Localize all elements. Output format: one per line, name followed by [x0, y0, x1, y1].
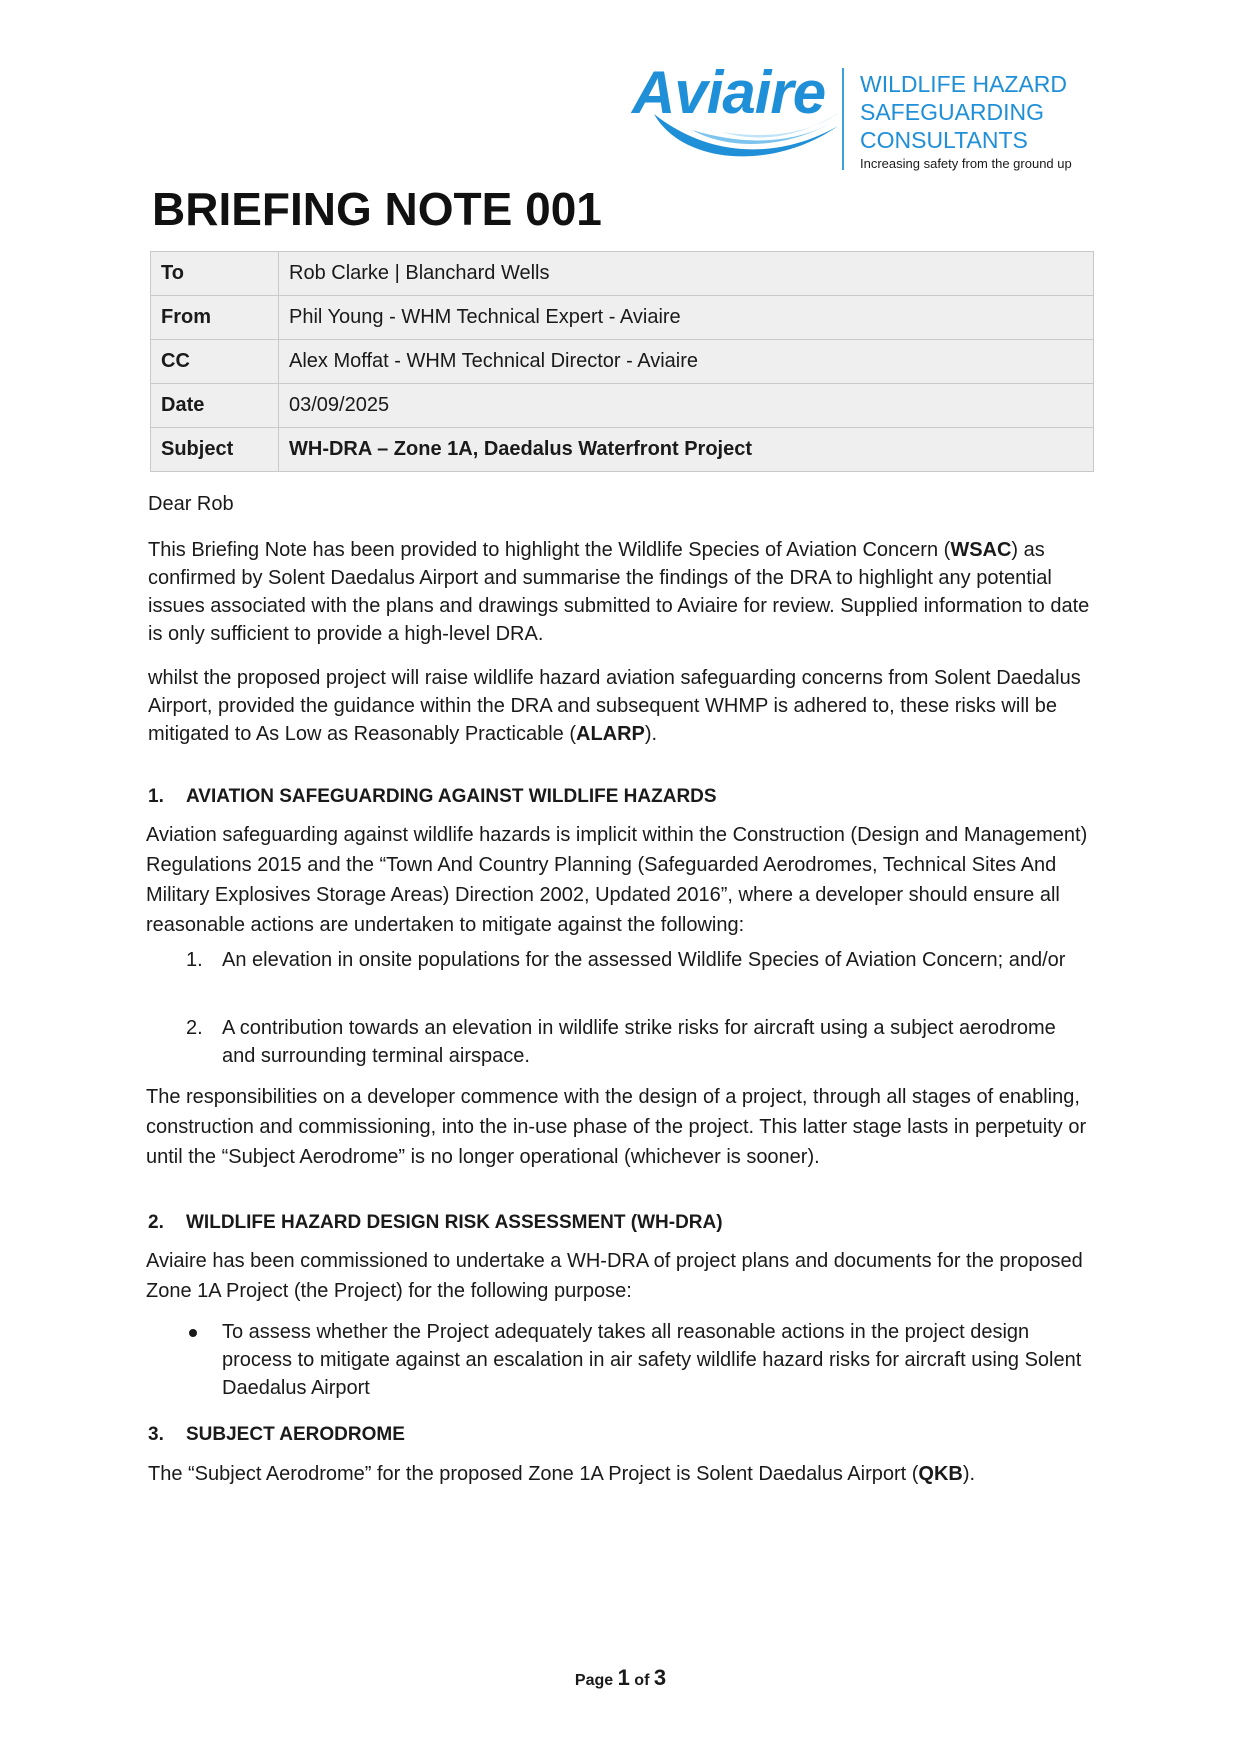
logo-tag	[860, 70, 1067, 154]
memo-label-date: Date	[151, 384, 279, 428]
list-item-2-number: 2.	[186, 1017, 203, 1039]
document-title: BRIEFING NOTE 001	[152, 183, 602, 235]
memo-row-date	[151, 384, 1094, 428]
footer-page-total: 3	[653, 1665, 667, 1690]
intro-p1-text	[148, 536, 1098, 648]
intro-paragraph-2	[148, 664, 1098, 748]
section-3-p1-a: The “Subject Aerodrome” for the proposed Zone 1A Project is Solent Daedalus Airport (	[148, 1463, 919, 1485]
section-1-list-item-2	[186, 1014, 1086, 1070]
logo-swoosh-icon	[652, 108, 842, 170]
memo-row-from	[151, 296, 1094, 340]
memo-row-subject	[151, 428, 1094, 472]
list-item-1-text: An elevation in onsite populations for the assessed Wildlife Species of Aviation Concern; and/or	[222, 949, 1066, 971]
section-1-number: 1.	[148, 786, 164, 807]
memo-label-from: From	[151, 296, 279, 340]
aviaire-logo	[632, 59, 1092, 176]
section-3-p1-c: ).	[962, 1463, 976, 1485]
list-item-1-number: 1.	[186, 949, 203, 971]
memo-value-cc: Alex Moffat - WHM Technical Director - Aviaire	[279, 340, 1094, 384]
section-2-p1-text: Aviaire has been commissioned to undertake a WH-DRA of project plans and documents for the proposed Zone 1A Project (the Project) for the following purpose:	[146, 1250, 1083, 1302]
memo-label-cc: CC	[151, 340, 279, 384]
logo-tag-line2: SAFEGUARDING	[860, 99, 1045, 125]
section-2-paragraph-1	[146, 1246, 1096, 1306]
memo-row-cc	[151, 340, 1094, 384]
memo-label-to: To	[151, 252, 279, 296]
footer-page-number: 1	[617, 1665, 630, 1690]
intro-p1-a: This Briefing Note has been provided to highlight the Wildlife Species of Aviation Concern (	[148, 539, 951, 561]
section-1-paragraph-1	[146, 820, 1096, 940]
section-3-number: 3.	[148, 1424, 164, 1445]
section-3-title: SUBJECT AERODROME	[186, 1424, 405, 1445]
section-2-title: WILDLIFE HAZARD DESIGN RISK ASSESSMENT (WH-DRA)	[186, 1212, 723, 1233]
section-2-bullet-text: To assess whether the Project adequately takes all reasonable actions in the project design process to mitigate against an escalation in air safety wildlife hazard risks for aircraft using Solent Daedalus Airport	[222, 1321, 1082, 1399]
intro-p2-acronym: ALARP	[576, 723, 645, 745]
intro-p1-c: ) as confirmed by Solent Daedalus Airport and summarise the findings of the DRA to highlight any potential issues associated with the plans and drawings submitted to Aviaire for review. Supplied information to date is only sufficient to provide a high-level DRA.	[148, 539, 1090, 645]
memo-label-subject: Subject	[151, 428, 279, 472]
memo-header-table	[150, 251, 1094, 472]
section-3-heading	[148, 1424, 405, 1446]
bullet-icon	[189, 1329, 197, 1337]
memo-value-date: 03/09/2025	[279, 384, 1094, 428]
memo-row-to	[151, 252, 1094, 296]
section-1-title: AVIATION SAFEGUARDING AGAINST WILDLIFE HAZARDS	[186, 786, 717, 807]
list-item-2-text: A contribution towards an elevation in wildlife strike risks for aircraft using a subject aerodrome and surrounding terminal airspace.	[222, 1017, 1056, 1067]
intro-paragraph-1	[148, 536, 1098, 648]
memo-value-subject: WH-DRA – Zone 1A, Daedalus Waterfront Project	[279, 428, 1094, 472]
section-2-bullet-1	[186, 1318, 1086, 1402]
section-3-paragraph-1	[148, 1460, 1098, 1488]
salutation	[148, 490, 1098, 518]
logo-tag-line3: CONSULTANTS	[860, 127, 1028, 153]
section-1-paragraph-2	[146, 1082, 1096, 1172]
section-2-number: 2.	[148, 1212, 164, 1233]
page-footer	[0, 1665, 1241, 1691]
section-3-p1-acronym: QKB	[918, 1463, 963, 1485]
footer-page-word: Page	[574, 1672, 614, 1689]
section-1-p1-text: Aviation safeguarding against wildlife hazards is implicit within the Construction (Design and Management) Regulations 2015 and the “Town And Country Planning (Safeguarded Aerodromes, Technical Sites And Military Explosives Storage Areas) Direction 2002, Updated 2016”, where a developer should ensure all reasonable actions are undertaken to mitigate against the following:	[146, 824, 1088, 936]
memo-value-from: Phil Young - WHM Technical Expert - Aviaire	[279, 296, 1094, 340]
memo-value-to: Rob Clarke | Blanchard Wells	[279, 252, 1094, 296]
logo-wordmark: Aviaire	[632, 59, 826, 126]
section-1-list-item-1	[186, 946, 1086, 974]
intro-p1-acronym: WSAC	[950, 539, 1012, 561]
intro-p2-a: whilst the proposed project will raise wildlife hazard aviation safeguarding concerns from Solent Daedalus Airport, provided the guidance within the DRA and subsequent WHMP is adhered to, these risks will be mitigated to As Low as Reasonably Practicable (	[148, 667, 1081, 745]
intro-p2-text	[148, 664, 1098, 748]
section-2-heading	[148, 1212, 723, 1234]
logo-tagline: Increasing safety from the ground up	[860, 156, 1072, 171]
section-1-p2-text: The responsibilities on a developer commence with the design of a project, through all stages of enabling, construction and commissioning, into the in-use phase of the project. This latter stage lasts in perpetuity or until the “Subject Aerodrome” is no longer operational (whichever is sooner).	[146, 1086, 1087, 1168]
salutation-text: Dear Rob	[148, 493, 234, 515]
footer-of-word: of	[634, 1672, 650, 1689]
section-1-heading	[148, 786, 717, 808]
intro-p2-c: ).	[644, 723, 658, 745]
logo-tag-line1: WILDLIFE HAZARD	[860, 71, 1068, 97]
logo-divider	[842, 68, 844, 170]
section-3-p1-text	[148, 1460, 1098, 1488]
